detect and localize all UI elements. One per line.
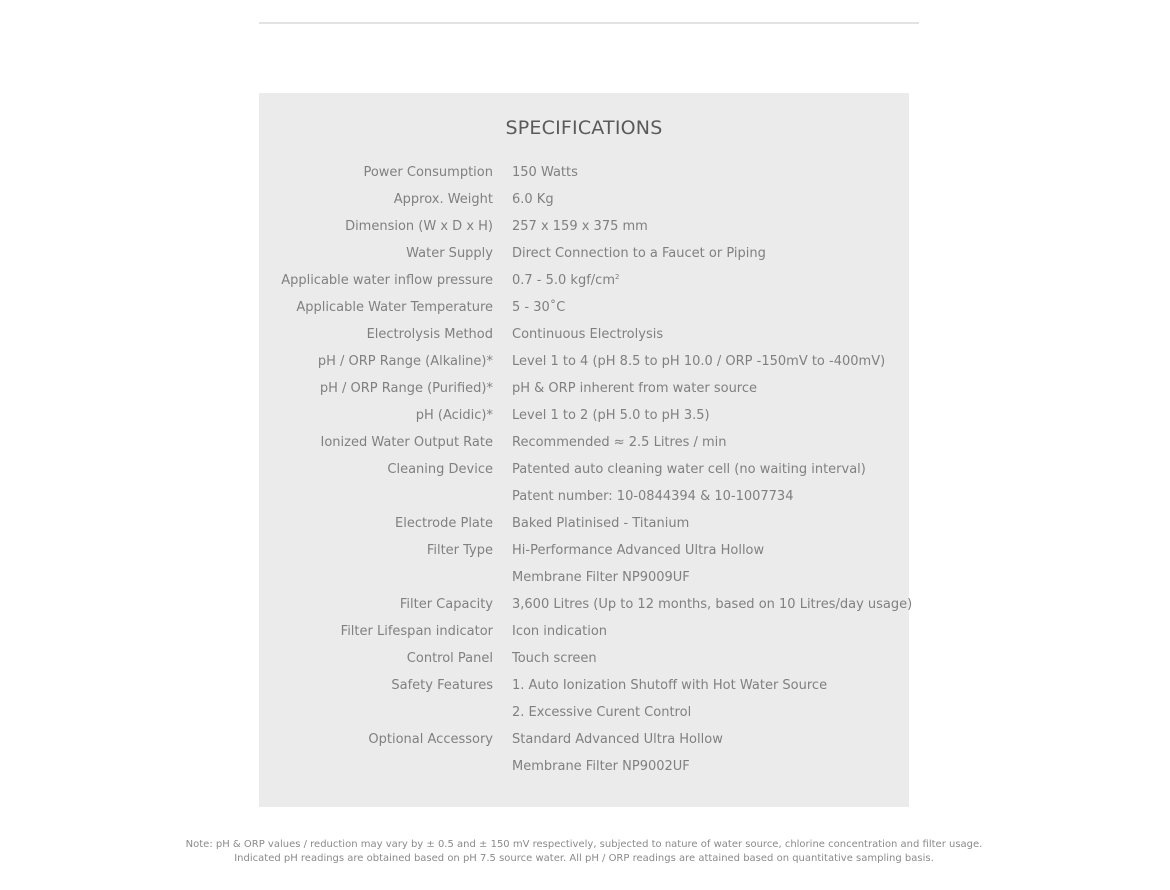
spec-label: Approx. Weight xyxy=(393,192,493,207)
spec-value-text: Hi-Performance Advanced Ultra Hollow xyxy=(512,543,765,558)
spec-value-text: 2. Excessive Curent Control xyxy=(512,705,692,720)
spec-value xyxy=(512,753,690,780)
spec-value xyxy=(512,159,578,186)
spec-value-text: 1. Auto Ionization Shutoff with Hot Water Source xyxy=(512,678,828,693)
spec-row xyxy=(259,213,909,240)
spec-value xyxy=(512,618,607,645)
spec-value xyxy=(512,699,691,726)
spec-value xyxy=(512,456,866,483)
spec-value-text: Direct Connection to a Faucet or Piping xyxy=(512,246,766,261)
spec-label: Power Consumption xyxy=(363,165,493,180)
spec-label: pH / ORP Range (Purified)* xyxy=(319,381,493,396)
spec-label: Applicable Water Temperature xyxy=(296,300,493,315)
spec-value-text: Level 1 to 4 (pH 8.5 to pH 10.0 / ORP -150mV to -400mV) xyxy=(512,354,886,369)
spec-row xyxy=(259,645,909,672)
spec-value-text: pH & ORP inherent from water source xyxy=(512,381,758,396)
spec-value-text: Recommended ≈ 2.5 Litres / min xyxy=(512,435,727,450)
spec-value xyxy=(512,321,663,348)
spec-value xyxy=(512,483,793,510)
spec-value-text: 5 - 30˚C xyxy=(512,300,566,315)
spec-row xyxy=(259,186,909,213)
spec-label: Filter Capacity xyxy=(399,597,493,612)
spec-value-text: 257 x 159 x 375 mm xyxy=(512,219,648,234)
spec-row xyxy=(259,159,909,186)
spec-value-text: Membrane Filter NP9002UF xyxy=(512,759,690,774)
spec-row xyxy=(259,240,909,267)
spec-value-text: Patented auto cleaning water cell (no waiting interval) xyxy=(512,462,866,477)
spec-label: Optional Accessory xyxy=(368,732,493,747)
spec-label: Filter Lifespan indicator xyxy=(340,624,493,639)
spec-label: Electrode Plate xyxy=(395,516,493,531)
spec-row xyxy=(259,294,909,321)
spec-value xyxy=(512,375,757,402)
spec-value xyxy=(512,672,827,699)
spec-label: Control Panel xyxy=(406,651,493,666)
spec-value xyxy=(512,726,723,753)
spec-label: Applicable water inflow pressure xyxy=(281,273,493,288)
spec-label: pH / ORP Range (Alkaline)* xyxy=(317,354,493,369)
spec-value xyxy=(512,510,689,537)
footnote-line-1: Note: pH & ORP values / reduction may vary by ± 0.5 and ± 150 mV respectively, subjected to nature of water source, chlorine concentration and filter usage. xyxy=(185,839,983,850)
spec-value xyxy=(512,294,565,321)
spec-value-text: 3,600 Litres (Up to 12 months, based on 10 Litres/day usage) xyxy=(512,597,913,612)
spec-value xyxy=(512,429,727,456)
spec-row xyxy=(259,564,909,591)
spec-value-text: Touch screen xyxy=(512,651,597,666)
spec-value-text: Membrane Filter NP9009UF xyxy=(512,570,690,585)
specifications-title: SPECIFICATIONS xyxy=(505,117,663,139)
spec-value-superscript: 2 xyxy=(614,273,620,281)
footnote-line-2: Indicated pH readings are obtained based on pH 7.5 source water. All pH / ORP readings are attained based on quantitative sampling basis. xyxy=(234,853,934,864)
footnote xyxy=(0,838,1168,866)
spec-row xyxy=(259,591,913,618)
spec-label: Water Supply xyxy=(406,246,493,261)
spec-value xyxy=(512,240,766,267)
spec-label: Filter Type xyxy=(426,543,493,558)
spec-row xyxy=(259,267,909,294)
spec-row xyxy=(259,537,909,564)
spec-row xyxy=(259,618,909,645)
spec-row xyxy=(259,726,909,753)
spec-row xyxy=(259,348,909,375)
spec-value-text: 6.0 Kg xyxy=(512,192,554,207)
spec-value xyxy=(512,402,710,429)
spec-value xyxy=(512,564,690,591)
spec-value xyxy=(512,537,764,564)
spec-value-text: 150 Watts xyxy=(512,165,578,180)
spec-value xyxy=(512,213,648,240)
spec-row xyxy=(259,699,909,726)
spec-label: Electrolysis Method xyxy=(366,327,493,342)
spec-label: Cleaning Device xyxy=(387,462,493,477)
spec-value xyxy=(512,186,554,213)
spec-label: pH (Acidic)* xyxy=(415,408,493,423)
spec-row xyxy=(259,753,909,780)
spec-row xyxy=(259,456,909,483)
spec-value-text: 0.7 - 5.0 kgf/cm xyxy=(512,273,615,288)
spec-value-text: Standard Advanced Ultra Hollow xyxy=(512,732,723,747)
spec-label: Dimension (W x D x H) xyxy=(345,219,493,234)
spec-row xyxy=(259,510,909,537)
spec-value-text: Level 1 to 2 (pH 5.0 to pH 3.5) xyxy=(512,408,710,423)
spec-row xyxy=(259,321,909,348)
spec-value xyxy=(512,591,912,618)
spec-row xyxy=(259,375,909,402)
spec-row xyxy=(259,402,909,429)
spec-value xyxy=(512,645,597,672)
spec-label: Ionized Water Output Rate xyxy=(320,435,493,450)
spec-value xyxy=(512,348,885,375)
spec-value-text: Continuous Electrolysis xyxy=(512,327,664,342)
spec-row xyxy=(259,429,909,456)
spec-value-text: Patent number: 10-0844394 & 10-1007734 xyxy=(512,489,794,504)
specifications-table xyxy=(259,159,913,780)
spec-row xyxy=(259,483,909,510)
spec-row xyxy=(259,672,909,699)
spec-value-text: Baked Platinised - Titanium xyxy=(512,516,690,531)
spec-value xyxy=(512,267,619,294)
spec-label: Safety Features xyxy=(391,678,493,693)
spec-value-text: Icon indication xyxy=(512,624,608,639)
top-divider xyxy=(259,22,919,24)
